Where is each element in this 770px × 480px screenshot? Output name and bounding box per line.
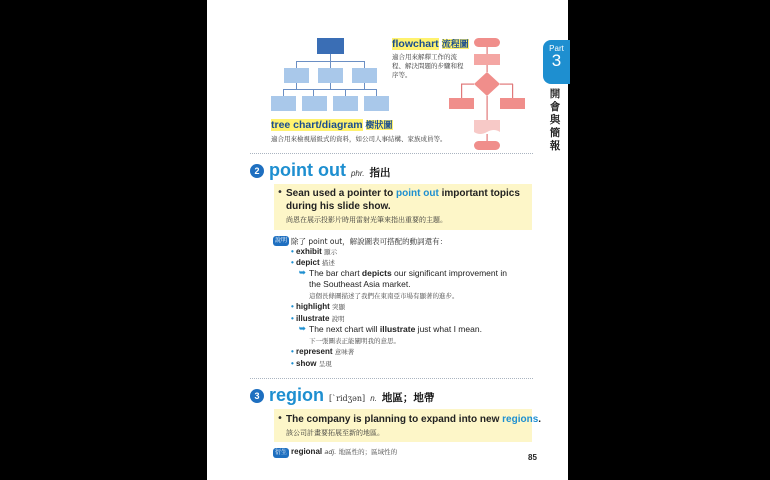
tree-chart-title-zh: 樹狀圖 [365, 120, 393, 130]
list-item: • show 呈現 [291, 359, 332, 368]
flowchart-title-zh: 流程圖 [441, 39, 469, 49]
illustrate-example: The next chart will illustrate just what I mean. [309, 324, 482, 334]
list-item: • depict 描述 [291, 258, 335, 267]
part-of-speech: n. [370, 394, 377, 403]
headword-text: region [269, 385, 325, 405]
page-number: 85 [528, 453, 537, 462]
list-item: • highlight 突顯 [291, 302, 346, 311]
derivative-badge: 衍生 [275, 449, 288, 456]
pronunciation: [ˋridʒən] [329, 394, 366, 403]
part-number: 3 [551, 51, 562, 70]
depict-example: The bar chart depicts our significant improvement in the Southeast Asia market. [309, 268, 507, 289]
part-tab [543, 40, 570, 84]
flowchart-title-en: flowchart [392, 38, 439, 50]
tree-chart-title [271, 118, 393, 131]
example-keyword: point out [396, 188, 439, 199]
tree-chart-title-en: tree chart/diagram [271, 119, 363, 131]
bullet-icon: • [277, 187, 283, 198]
arrow-icon: ➥ [299, 268, 306, 277]
note-intro: 除了 point out，解說圖表可搭配的動詞還有： [291, 237, 448, 246]
part-label: Part [549, 44, 564, 53]
entry-headword [269, 385, 434, 406]
tree-chart-description: 適合用來檢視層級式的資料，如公司人事結構、家族成員等。 [271, 135, 447, 143]
list-item: • exhibit 顯示 [291, 247, 338, 256]
note-badge: 說明 [275, 237, 288, 244]
headword-text: point out [269, 160, 346, 180]
example-keyword: regions [502, 414, 539, 425]
chapter-title: 開會與簡報 [549, 88, 561, 152]
bullet-icon: • [277, 413, 283, 424]
arrow-icon: ➥ [299, 324, 306, 333]
divider [250, 153, 533, 154]
illustrate-translation: 下一張圖表正能闡明我的意思。 [309, 337, 400, 345]
depict-translation: 這個長條圖描述了我們在東南亞市場有顯著的進步。 [309, 292, 459, 300]
example-translation: 尚恩在展示投影片時用雷射光筆來指出重要的主題。 [286, 216, 447, 224]
example-translation: 該公司計畫要拓展至新的地區。 [286, 429, 384, 437]
list-item: • represent 意味著 [291, 347, 355, 356]
entry-headword [269, 160, 391, 181]
example-sentence: The company is planning to expand into new regions. [286, 414, 542, 425]
flowchart-description: 適合用來解釋工作的流程、解決問題的步驟和程序等。 [392, 53, 464, 79]
entry-number: 3 [250, 389, 264, 403]
divider [250, 378, 533, 379]
meaning: 地區；地帶 [381, 392, 435, 404]
list-item: • illustrate 說明 [291, 314, 345, 323]
part-of-speech: phr. [350, 169, 365, 178]
meaning: 指出 [369, 167, 391, 179]
example-sentence: Sean used a pointer to point out important topics during his slide show. [286, 188, 520, 212]
flowchart-title [392, 37, 469, 50]
entry-number: 2 [250, 164, 264, 178]
derivative: regional adj. 地區性的；區域性的 [291, 447, 398, 456]
